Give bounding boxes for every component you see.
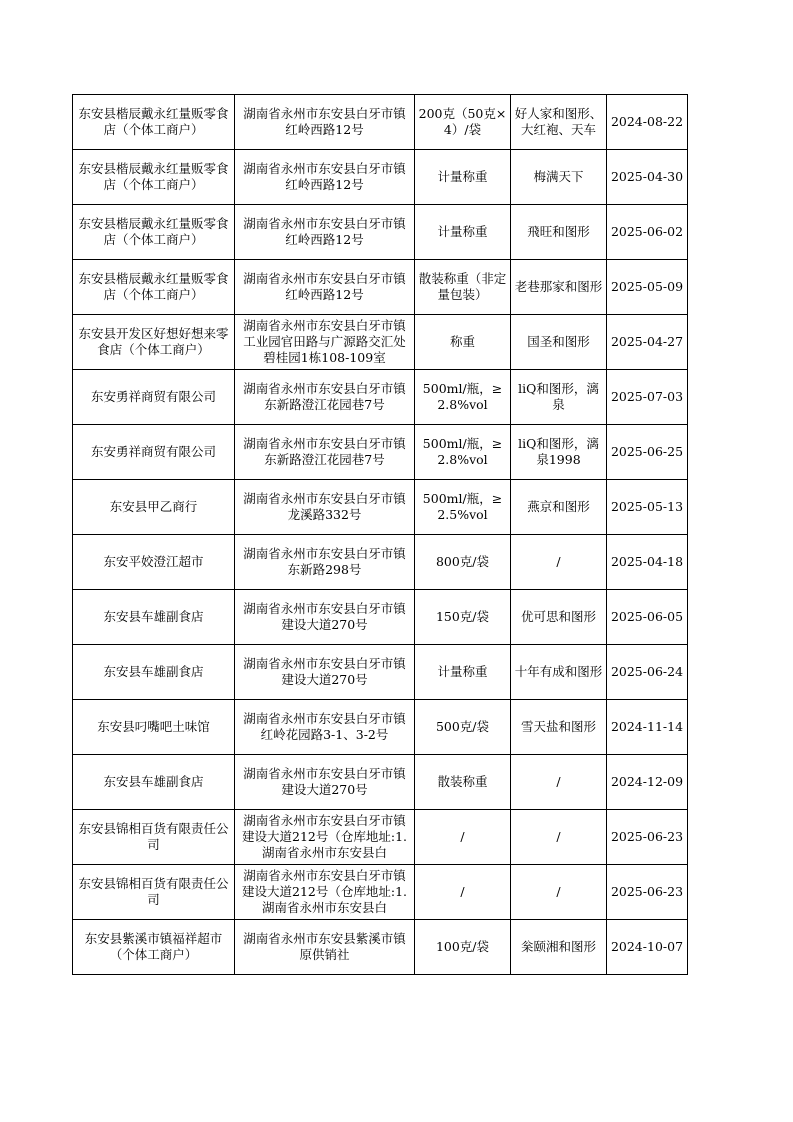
brand-cell: / bbox=[511, 865, 607, 920]
date-cell: 2025-04-30 bbox=[607, 150, 688, 205]
date-cell: 2024-12-09 bbox=[607, 755, 688, 810]
store-name-cell: 东安县楷辰戴永红量贩零食店（个体工商户） bbox=[73, 260, 235, 315]
brand-cell: / bbox=[511, 755, 607, 810]
spec-cell: 800克/袋 bbox=[415, 535, 511, 590]
spec-cell: 散装称重 bbox=[415, 755, 511, 810]
brand-cell: / bbox=[511, 810, 607, 865]
brand-cell: 飛旺和图形 bbox=[511, 205, 607, 260]
spec-cell: 500ml/瓶，≥2.8%vol bbox=[415, 425, 511, 480]
address-cell: 湖南省永州市东安县白牙市镇建设大道212号（仓库地址:1.湖南省永州市东安县白 bbox=[235, 865, 415, 920]
address-cell: 湖南省永州市东安县白牙市镇红岭花园路3-1、3-2号 bbox=[235, 700, 415, 755]
spec-cell: 计量称重 bbox=[415, 150, 511, 205]
address-cell: 湖南省永州市东安县白牙市镇东新路澄江花园巷7号 bbox=[235, 370, 415, 425]
date-cell: 2025-06-23 bbox=[607, 865, 688, 920]
spec-cell: 150克/袋 bbox=[415, 590, 511, 645]
date-cell: 2025-06-24 bbox=[607, 645, 688, 700]
spec-cell: / bbox=[415, 810, 511, 865]
address-cell: 湖南省永州市东安县白牙市镇东新路298号 bbox=[235, 535, 415, 590]
store-name-cell: 东安县锦相百货有限责任公司 bbox=[73, 810, 235, 865]
address-cell: 湖南省永州市东安县白牙市镇东新路澄江花园巷7号 bbox=[235, 425, 415, 480]
spec-cell: 500ml/瓶，≥2.5%vol bbox=[415, 480, 511, 535]
spec-cell: / bbox=[415, 865, 511, 920]
brand-cell: 国圣和图形 bbox=[511, 315, 607, 370]
date-cell: 2025-06-25 bbox=[607, 425, 688, 480]
date-cell: 2025-05-13 bbox=[607, 480, 688, 535]
brand-cell: 梅满天下 bbox=[511, 150, 607, 205]
table-row bbox=[73, 480, 688, 535]
date-cell: 2024-10-07 bbox=[607, 920, 688, 975]
date-cell: 2024-08-22 bbox=[607, 95, 688, 150]
table-row bbox=[73, 370, 688, 425]
store-name-cell: 东安县楷辰戴永红量贩零食店（个体工商户） bbox=[73, 150, 235, 205]
brand-cell: 老巷那家和图形 bbox=[511, 260, 607, 315]
date-cell: 2025-06-23 bbox=[607, 810, 688, 865]
date-cell: 2025-06-05 bbox=[607, 590, 688, 645]
spec-cell: 500ml/瓶，≥2.8%vol bbox=[415, 370, 511, 425]
address-cell: 湖南省永州市东安县白牙市镇红岭西路12号 bbox=[235, 150, 415, 205]
store-name-cell: 东安县楷辰戴永红量贩零食店（个体工商户） bbox=[73, 95, 235, 150]
store-name-cell: 东安县车雄副食店 bbox=[73, 755, 235, 810]
store-name-cell: 东安勇祥商贸有限公司 bbox=[73, 370, 235, 425]
brand-cell: liQ和图形，漓泉 bbox=[511, 370, 607, 425]
spec-cell: 散装称重（非定量包装） bbox=[415, 260, 511, 315]
brand-cell: liQ和图形，漓泉1998 bbox=[511, 425, 607, 480]
address-cell: 湖南省永州市东安县白牙市镇建设大道270号 bbox=[235, 590, 415, 645]
date-cell: 2025-05-09 bbox=[607, 260, 688, 315]
spec-cell: 500克/袋 bbox=[415, 700, 511, 755]
brand-cell: 优可思和图形 bbox=[511, 590, 607, 645]
table-row bbox=[73, 865, 688, 920]
table-row bbox=[73, 810, 688, 865]
brand-cell: / bbox=[511, 535, 607, 590]
address-cell: 湖南省永州市东安县白牙市镇建设大道212号（仓库地址:1.湖南省永州市东安县白 bbox=[235, 810, 415, 865]
table-row bbox=[73, 95, 688, 150]
brand-cell: 雪天盐和图形 bbox=[511, 700, 607, 755]
table-row bbox=[73, 645, 688, 700]
address-cell: 湖南省永州市东安县白牙市镇建设大道270号 bbox=[235, 645, 415, 700]
address-cell: 湖南省永州市东安县白牙市镇工业园官田路与广源路交汇处碧桂园1栋108-109室 bbox=[235, 315, 415, 370]
spec-cell: 计量称重 bbox=[415, 205, 511, 260]
table-row bbox=[73, 590, 688, 645]
spec-cell: 计量称重 bbox=[415, 645, 511, 700]
table-row bbox=[73, 755, 688, 810]
table-row bbox=[73, 700, 688, 755]
store-name-cell: 东安平姣澄江超市 bbox=[73, 535, 235, 590]
table-row bbox=[73, 205, 688, 260]
brand-cell: 好人家和图形、大红袍、天车 bbox=[511, 95, 607, 150]
spec-cell: 100克/袋 bbox=[415, 920, 511, 975]
table-row bbox=[73, 535, 688, 590]
brand-cell: 枀颐湘和图形 bbox=[511, 920, 607, 975]
store-name-cell: 东安勇祥商贸有限公司 bbox=[73, 425, 235, 480]
spec-cell: 200克（50克×4）/袋 bbox=[415, 95, 511, 150]
records-table bbox=[72, 94, 688, 975]
brand-cell: 燕京和图形 bbox=[511, 480, 607, 535]
address-cell: 湖南省永州市东安县白牙市镇红岭西路12号 bbox=[235, 205, 415, 260]
address-cell: 湖南省永州市东安县紫溪市镇原供销社 bbox=[235, 920, 415, 975]
spec-cell: 称重 bbox=[415, 315, 511, 370]
store-name-cell: 东安县车雄副食店 bbox=[73, 645, 235, 700]
store-name-cell: 东安县车雄副食店 bbox=[73, 590, 235, 645]
table-row bbox=[73, 150, 688, 205]
address-cell: 湖南省永州市东安县白牙市镇龙溪路332号 bbox=[235, 480, 415, 535]
date-cell: 2025-04-18 bbox=[607, 535, 688, 590]
address-cell: 湖南省永州市东安县白牙市镇建设大道270号 bbox=[235, 755, 415, 810]
store-name-cell: 东安县甲乙商行 bbox=[73, 480, 235, 535]
date-cell: 2025-04-27 bbox=[607, 315, 688, 370]
date-cell: 2025-07-03 bbox=[607, 370, 688, 425]
store-name-cell: 东安县紫溪市镇福祥超市（个体工商户） bbox=[73, 920, 235, 975]
brand-cell: 十年有成和图形 bbox=[511, 645, 607, 700]
address-cell: 湖南省永州市东安县白牙市镇红岭西路12号 bbox=[235, 260, 415, 315]
store-name-cell: 东安县叼嘴吧土味馆 bbox=[73, 700, 235, 755]
table-row bbox=[73, 425, 688, 480]
store-name-cell: 东安县锦相百货有限责任公司 bbox=[73, 865, 235, 920]
address-cell: 湖南省永州市东安县白牙市镇红岭西路12号 bbox=[235, 95, 415, 150]
table-row bbox=[73, 315, 688, 370]
table-row bbox=[73, 260, 688, 315]
store-name-cell: 东安县楷辰戴永红量贩零食店（个体工商户） bbox=[73, 205, 235, 260]
table-row bbox=[73, 920, 688, 975]
date-cell: 2024-11-14 bbox=[607, 700, 688, 755]
store-name-cell: 东安县开发区好想好想来零食店（个体工商户） bbox=[73, 315, 235, 370]
date-cell: 2025-06-02 bbox=[607, 205, 688, 260]
